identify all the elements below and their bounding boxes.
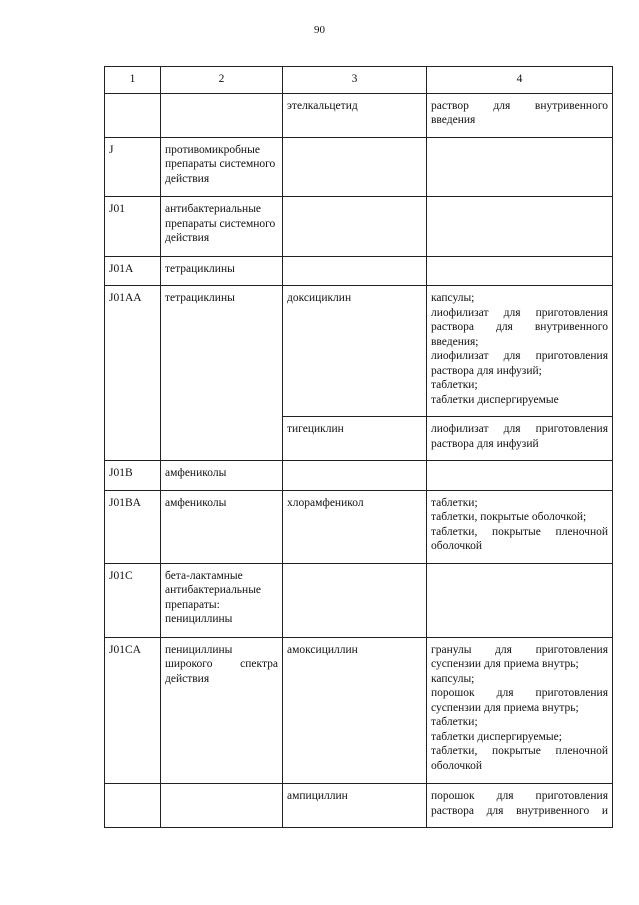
table-row (105, 256, 613, 286)
table-row (105, 784, 613, 828)
drug-name-cell: этелкальцетид (283, 93, 427, 137)
drug-name-cell: хлорамфеникол (283, 490, 427, 563)
dosage-form-item: капсулы; (431, 672, 475, 685)
group-name-cell: амфениколы (161, 461, 283, 491)
dosage-form-cell (427, 417, 613, 461)
table-row (105, 197, 613, 257)
table-row (105, 137, 613, 197)
dosage-form-item: порошок для приготовления раствора для внутривенного и (431, 790, 608, 817)
dosage-form-cell (427, 256, 613, 286)
dosage-form-item: таблетки диспергируемые; (431, 730, 562, 743)
table-header-row (105, 67, 613, 94)
atc-code-cell: J01CA (105, 637, 161, 784)
dosage-form-cell (427, 563, 613, 637)
drug-name-cell: тигециклин (283, 417, 427, 461)
drug-name-cell (283, 137, 427, 197)
dosage-form-item: таблетки, покрытые пленочной оболочкой (431, 745, 608, 772)
dosage-form-cell (427, 637, 613, 784)
column-header: 4 (427, 67, 613, 94)
column-header: 1 (105, 67, 161, 94)
table-row (105, 563, 613, 637)
dosage-form-item: раствор для внутривенного введения (431, 99, 608, 126)
atc-code-cell: J01A (105, 256, 161, 286)
column-header: 3 (283, 67, 427, 94)
drug-name-cell: ампициллин (283, 784, 427, 828)
table-row (105, 286, 613, 417)
atc-code-cell: J01C (105, 563, 161, 637)
dosage-form-item: лиофилизат для приготовления раствора для внутривенного введения; (431, 306, 608, 348)
group-name-cell (161, 784, 283, 828)
group-name-cell: бета-лактамные антибактериальные препараты: пенициллины (161, 563, 283, 637)
group-name-cell: тетрациклины (161, 256, 283, 286)
dosage-form-cell (427, 197, 613, 257)
column-header: 2 (161, 67, 283, 94)
dosage-form-cell (427, 784, 613, 828)
atc-code-cell: J01 (105, 197, 161, 257)
dosage-form-item: лиофилизат для приготовления раствора для инфузий; (431, 350, 608, 377)
dosage-form-item: таблетки; (431, 379, 478, 391)
atc-code-cell (105, 93, 161, 137)
drug-name-cell (283, 461, 427, 491)
dosage-form-cell (427, 490, 613, 563)
dosage-form-item: таблетки, покрытые оболочкой; (431, 511, 587, 523)
group-name-cell: противомикробные препараты системного действия (161, 137, 283, 197)
table-row (105, 461, 613, 491)
atc-code-cell: J01BA (105, 490, 161, 563)
dosage-form-cell (427, 286, 613, 417)
table-row (105, 490, 613, 563)
dosage-form-cell (427, 461, 613, 491)
dosage-form-item: лиофилизат для приготовления раствора для инфузий (431, 423, 608, 450)
dosage-form-item: таблетки, покрытые пленочной оболочкой (431, 525, 608, 552)
table-row (105, 93, 613, 137)
atc-code-cell: J (105, 137, 161, 197)
dosage-form-item: таблетки; (431, 716, 478, 728)
group-name-cell (161, 93, 283, 137)
drug-name-cell: амоксициллин (283, 637, 427, 784)
dosage-form-item: порошок для приготовления суспензии для приема внутрь; (431, 687, 608, 714)
drug-name-cell (283, 256, 427, 286)
atc-code-cell: J01AA (105, 286, 161, 461)
dosage-form-item: таблетки диспергируемые (431, 393, 559, 406)
group-name-cell (161, 637, 283, 784)
group-name-cell: тетрациклины (161, 286, 283, 461)
group-name-cell: амфениколы (161, 490, 283, 563)
atc-code-cell (105, 784, 161, 828)
group-name-text: пенициллины широкого спектра действия (165, 643, 278, 685)
dosage-form-item: таблетки; (431, 496, 478, 509)
atc-code-cell: J01B (105, 461, 161, 491)
page-number: 90 (314, 24, 325, 36)
dosage-form-item: капсулы; (431, 292, 475, 304)
drug-name-cell (283, 197, 427, 257)
drug-name-cell: доксициклин (283, 286, 427, 417)
group-name-cell: антибактериальные препараты системного действия (161, 197, 283, 257)
table-row (105, 637, 613, 784)
dosage-form-item: гранулы для приготовления суспензии для приема внутрь; (431, 643, 608, 670)
drug-name-cell (283, 563, 427, 637)
dosage-form-cell (427, 93, 613, 137)
dosage-form-cell (427, 137, 613, 197)
atc-drug-table (104, 66, 613, 828)
